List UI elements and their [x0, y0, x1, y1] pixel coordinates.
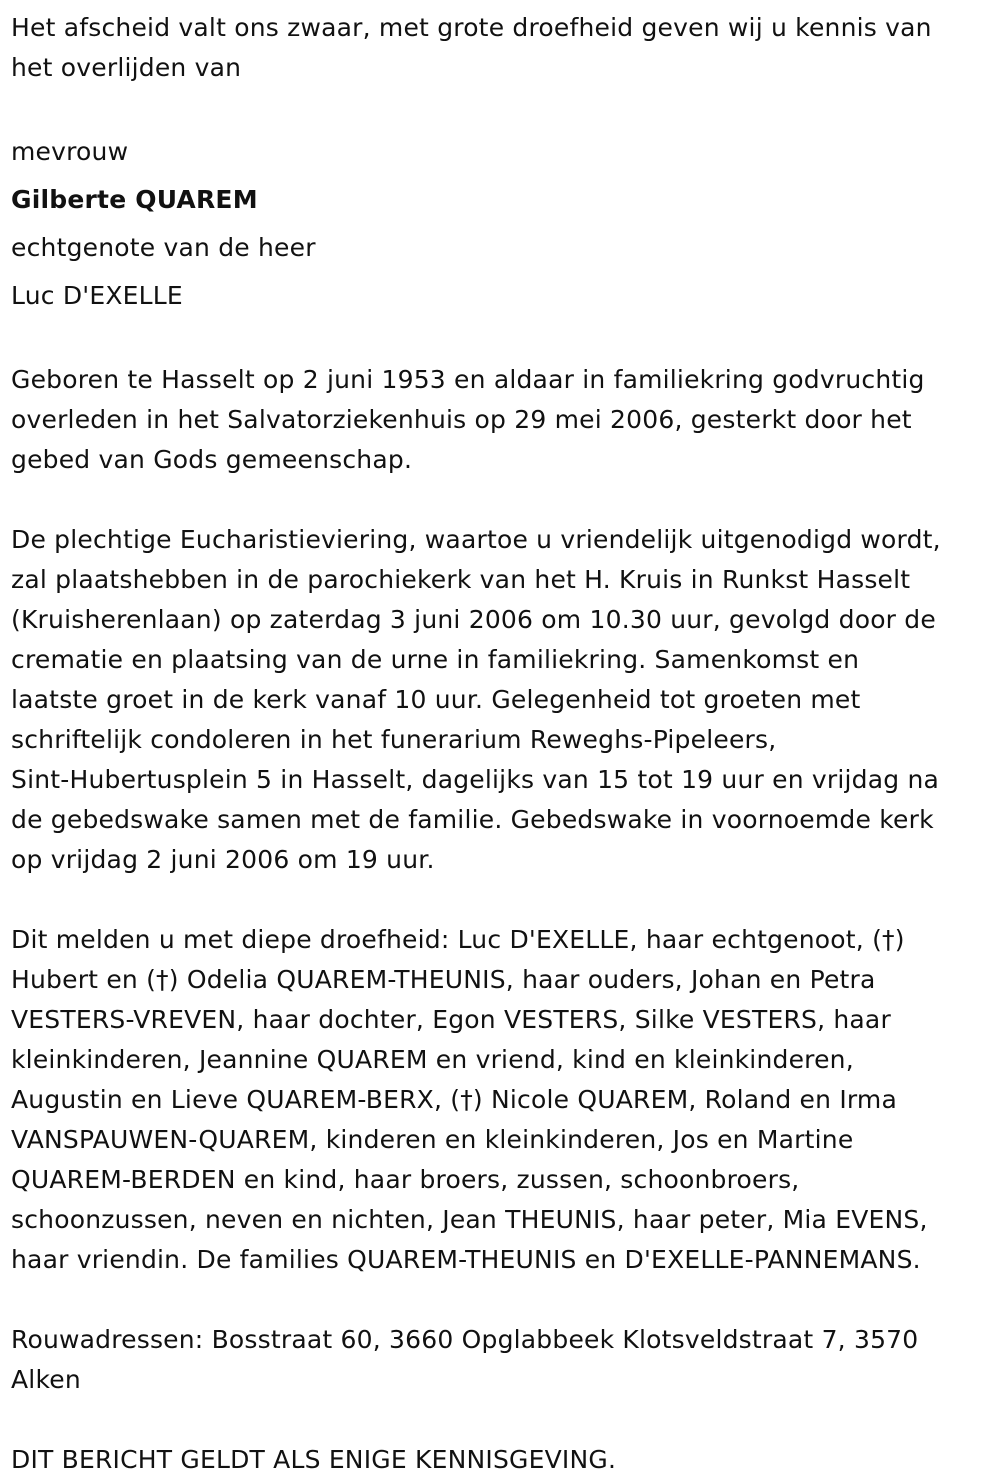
deceased-name: Gilberte QUAREM	[11, 185, 258, 214]
title-prefix: mevrouw	[11, 137, 129, 166]
spouse-name: Luc D'EXELLE	[11, 281, 183, 310]
addresses-text: Rouwadressen: Bosstraat 60, 3660 Opglabbeek Klotsveldstraat 7, 3570 Alken	[11, 1325, 919, 1394]
birth-death-text: Geboren te Hasselt op 2 juni 1953 en aldaar in familiekring godvruchtig overleden in het Salvatorziekenhuis op 29 mei 2006, gesterkt door het gebed van Gods gemeenschap.	[11, 365, 925, 474]
spacer	[11, 1400, 1000, 1440]
family-text: Dit melden u met diepe droefheid: Luc D'EXELLE, haar echtgenoot, (†) Hubert en (†) Odelia QUAREM-THEUNIS, haar ouders, Johan en Petra VESTERS-VREVEN, haar dochter, Egon VESTERS, Silke VESTERS, haar kleinkinderen, Jeannine QUAREM en vriend, kind en kleinkinderen, Augustin en Lieve QUAREM-BERX, (†) Nicole QUAREM, Roland en Irma VANSPAUWEN-QUAREM, kinderen en kleinkinderen, Jos en Martine QUAREM-BERDEN en kind, haar broers, zussen, schoonbroers, schoonzussen, neven en nichten, Jean THEUNIS, haar peter, Mia EVENS, haar vriendin. De families QUAREM-THEUNIS en D'EXELLE-PANNEMANS.	[11, 925, 928, 1274]
ceremony-text: De plechtige Eucharistieviering, waartoe u vriendelijk uitgenodigd wordt, zal plaatshebben in de parochiekerk van het H. Kruis in Runkst Hasselt (Kruisherenlaan) op zaterdag 3 juni 2006 om 10.30 uur, gevolgd door de crematie en plaatsing van de urne in familiekring. Samenkomst en laatste groet in de kerk vanaf 10 uur. Gelegenheid tot groeten met schriftelijk condoleren in het funerarium Reweghs-Pipeleers, Sint-Hubertusplein 5 in Hasselt, dagelijks van 15 tot 19 uur en vrijdag na de gebedswake samen met de familie. Gebedswake in voornoemde kerk op vrijdag 2 juni 2006 om 19 uur.	[11, 525, 941, 874]
spacer	[11, 1280, 1000, 1320]
spacer	[11, 320, 1000, 360]
closing-text: DIT BERICHT GELDT ALS ENIGE KENNISGEVING.	[11, 1445, 617, 1474]
spacer	[11, 880, 1000, 920]
intro-text: Het afscheid valt ons zwaar, met grote droefheid geven wij u kennis van het overlijden van	[11, 13, 932, 82]
spacer	[11, 88, 1000, 128]
spouse-relation: echtgenote van de heer	[11, 233, 316, 262]
spacer	[11, 480, 1000, 520]
